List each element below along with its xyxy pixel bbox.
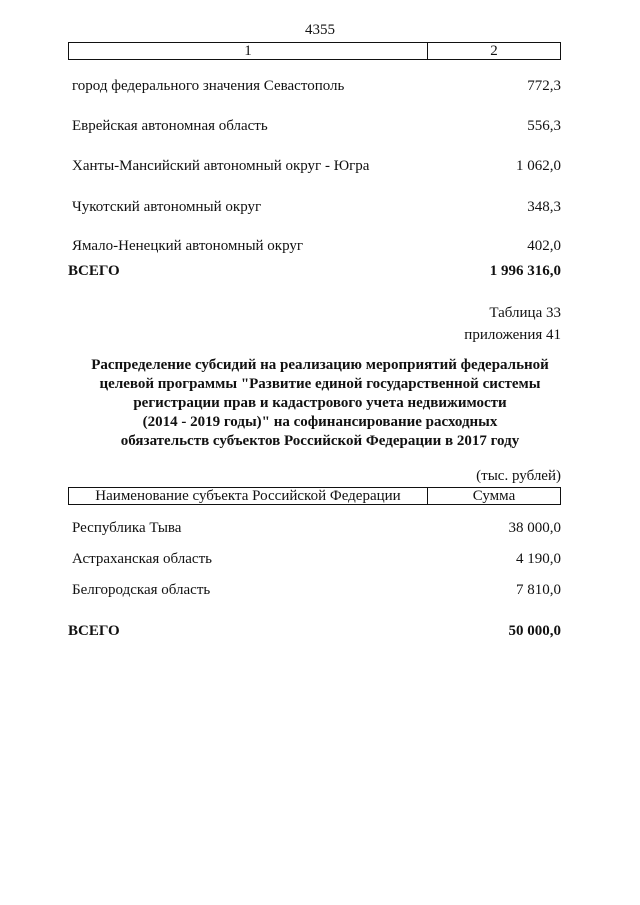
row-name: Белгородская область [72,582,211,598]
row-name: Астраханская область [72,551,212,567]
table-row [72,118,561,135]
row-value: 348,3 [527,199,561,215]
table1-header [68,42,561,60]
row-value: 1 062,0 [516,158,561,174]
table33-header-col2: Сумма [472,487,516,504]
table-title [60,356,580,451]
row-value: 402,0 [527,238,561,254]
appendix-number: приложения 41 [464,327,561,343]
units-label: (тыс. рублей) [476,468,561,484]
table-row [72,199,561,216]
table-row [72,78,561,95]
table-reference [464,302,561,346]
row-name: Республика Тыва [72,520,182,536]
table-row [72,158,561,175]
row-value: 38 000,0 [508,520,561,536]
table33-total-row [68,623,561,640]
table33-header-col1: Наименование субъекта Российской Федерации [69,488,428,504]
title-line: Распределение субсидий на реализацию мероприятий федеральной [91,357,549,373]
row-value: 4 190,0 [516,551,561,567]
table33-header [68,487,561,505]
table1-header-col1: 1 [69,43,428,59]
row-value: 556,3 [527,118,561,134]
title-line: обязательств субъектов Российской Федерации в 2017 году [120,433,520,449]
row-name: Чукотский автономный округ [72,199,262,215]
total-value: 50 000,0 [508,623,561,639]
table-number: Таблица 33 [489,305,561,321]
total-value: 1 996 316,0 [489,263,561,279]
table1-total-row [68,263,561,280]
total-label: ВСЕГО [68,263,120,279]
row-name: Еврейская автономная область [72,118,268,134]
title-line: регистрации прав и кадастрового учета недвижимости [133,395,507,411]
row-value: 772,3 [527,78,561,94]
row-name: Ямало-Ненецкий автономный округ [72,238,304,254]
total-label: ВСЕГО [68,623,120,639]
title-line: целевой программы "Развитие единой государственной системы [99,376,541,392]
row-name: город федерального значения Севастополь [72,78,345,94]
row-value: 7 810,0 [516,582,561,598]
table-row [72,551,561,568]
table-row [72,582,561,599]
table1-header-col2: 2 [490,42,498,59]
table-row [72,238,561,255]
table-row [72,520,561,537]
row-name: Ханты-Мансийский автономный округ - Югра [72,158,370,174]
title-line: (2014 - 2019 годы)" на софинансирование расходных [142,414,498,430]
page-number: 4355 [305,22,335,38]
